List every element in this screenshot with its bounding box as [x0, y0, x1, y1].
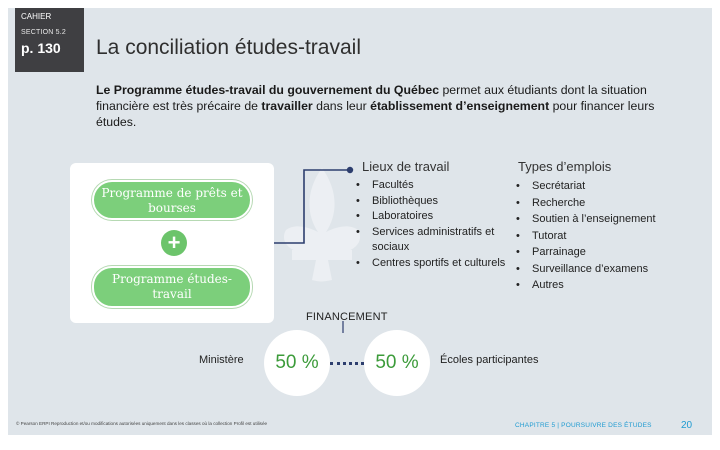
footer-chapter: CHAPITRE 5 | POURSUIVRE DES ÉTUDES	[515, 422, 652, 429]
page-number: 20	[681, 420, 693, 431]
page-reference: p. 130	[21, 40, 61, 56]
list-item: • Bibliothèques	[356, 194, 506, 210]
intro-program-name: Le Programme études-travail du gouvernement du Québec	[96, 83, 440, 97]
intro-text-1: permet aux étudiants dont la situation financière est très précaire de	[96, 83, 647, 113]
section-tab	[15, 24, 84, 72]
list-item: • Facultés	[356, 178, 506, 194]
financement-label: FINANCEMENT	[306, 311, 388, 323]
list-item: • Services administratifs et sociaux	[356, 225, 506, 256]
list-item: • Soutien à l’enseignement	[516, 211, 706, 228]
lieux-list	[356, 178, 506, 271]
book-tab	[15, 8, 84, 24]
list-item: • Laboratoires	[356, 209, 506, 225]
ministere-label: Ministère	[199, 354, 244, 366]
copyright-notice: © Pearson ERPI Reproduction et/ou modifications autorisées uniquement dans les classes où la collection Profil est utilisée	[16, 421, 268, 426]
intro-text-3: pour financer leurs études.	[96, 99, 655, 129]
list-item: • Surveillance d’examens	[516, 261, 706, 278]
pill-etudes-travail: Programme études-travail	[92, 266, 252, 308]
ecoles-label: Écoles participantes	[440, 354, 539, 366]
book-tab-label: CAHIER	[21, 12, 52, 21]
list-item: • Tutorat	[516, 228, 706, 245]
plus-icon: +	[161, 230, 187, 256]
intro-text-2: dans leur	[312, 99, 371, 113]
list-item: • Recherche	[516, 195, 706, 212]
intro-bold-travailler: travailler	[261, 99, 313, 113]
dotted-link	[330, 362, 364, 365]
section-label: SECTION 5.2	[21, 29, 66, 36]
pill-prets-bourses: Programme de prêts et bourses	[92, 180, 252, 220]
lieux-heading: Lieux de travail	[362, 159, 450, 174]
list-item: • Parrainage	[516, 244, 706, 261]
types-list	[516, 178, 706, 294]
page-title: La conciliation études-travail	[96, 36, 361, 59]
list-item: • Secrétariat	[516, 178, 706, 195]
intro-paragraph	[96, 82, 696, 130]
list-item: • Autres	[516, 277, 706, 294]
list-item: • Centres sportifs et culturels	[356, 256, 506, 272]
ecoles-share-badge: 50 %	[364, 330, 430, 396]
intro-bold-etablissement: établissement d’enseignement	[370, 99, 550, 113]
ministere-share-badge: 50 %	[264, 330, 330, 396]
types-heading: Types d’emplois	[518, 159, 612, 174]
